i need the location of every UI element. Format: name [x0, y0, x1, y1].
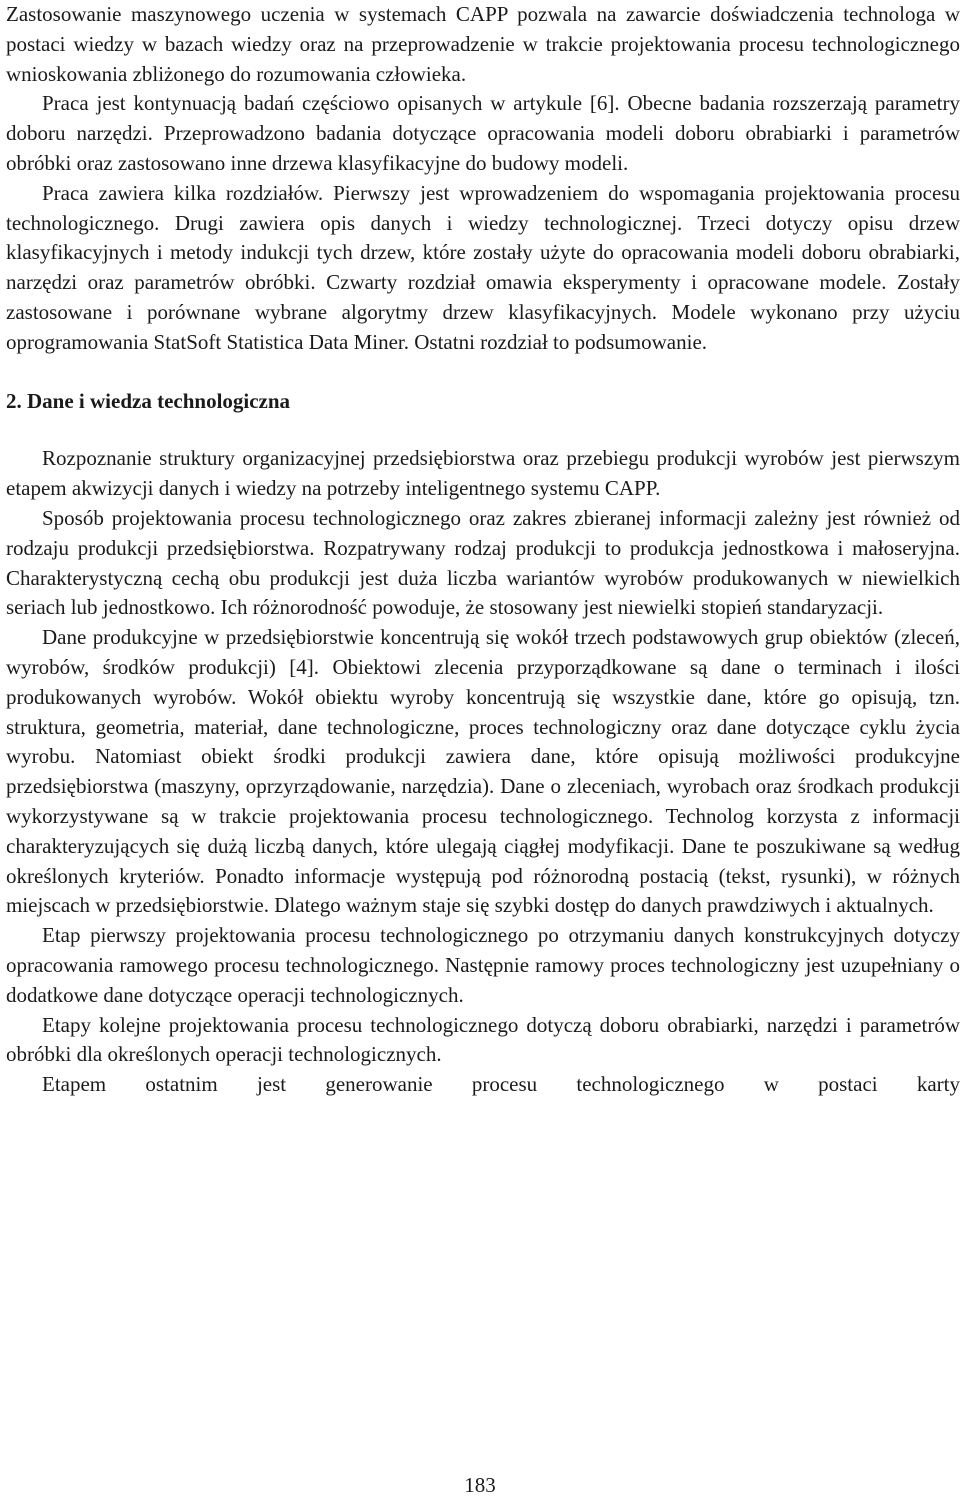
intro-paragraph: Praca zawiera kilka rozdziałów. Pierwszy jest wprowadzeniem do wspomagania projektowania procesu technologicznego. Drugi zawiera opis danych i wiedzy technologicznej. Trzeci dotyczy opisu drzew klasyfikacyjnych i metody indukcji tych drzew, które zostały użyte do opracowania modeli doboru obrabiarki, narzędzi oraz parametrów obróbki. Czwarty rozdział omawia eksperymenty i opracowane modele. Zostały zastosowane i porównane wybrane algorytmy drzew klasyfikacyjnych. Modele wykonano przy użyciu oprogramowania StatSoft Statistica Data Miner. Ostatni rozdział to podsumowanie.: [6, 180, 960, 354]
document-page: [6, 0, 960, 1100]
section-paragraph: Rozpoznanie struktury organizacyjnej przedsiębiorstwa oraz przebiegu produkcji wyrobów jest pierwszym etapem akwizycji danych i wiedzy na potrzeby inteligentnego systemu CAPP.: [6, 446, 960, 501]
section-paragraph: Etapem ostatnim jest generowanie procesu technologicznego w postaci karty: [42, 1072, 960, 1097]
section-paragraph: Sposób projektowania procesu technologicznego oraz zakres zbieranej informacji zależny jest również od rodzaju produkcji przedsiębiorstwa. Rozpatrywany rodzaj produkcji to produkcja jednostkowa i małoseryjna. Charakterystyczną cechą obu produkcji jest duża liczba wariantów wyrobów produkowanych w niewielkich seriach lub jednostkowo. Ich różnorodność powoduje, że stosowany jest niewielki stopień standaryzacji.: [6, 505, 960, 620]
intro-paragraph: Zastosowanie maszynowego uczenia w systemach CAPP pozwala na zawarcie doświadczenia technologa w postaci wiedzy w bazach wiedzy oraz na przeprowadzenie w trakcie projektowania procesu technologicznego wnioskowania zbliżonego do rozumowania człowieka.: [6, 2, 960, 86]
spacer: [6, 358, 960, 387]
section-heading: 2. Dane i wiedza technologiczna: [6, 388, 291, 413]
page-number: 183: [464, 1473, 496, 1497]
spacer: [6, 416, 960, 444]
section-paragraph: Etap pierwszy projektowania procesu technologicznego po otrzymaniu danych konstrukcyjnych dotyczy opracowania ramowego procesu technologicznego. Następnie ramowy proces technologiczny jest uzupełniany o dodatkowe dane dotyczące operacji technologicznych.: [6, 923, 960, 1007]
section-paragraph: Dane produkcyjne w przedsiębiorstwie koncentrują się wokół trzech podstawowych grup obiektów (zleceń, wyrobów, środków produkcji) [4]. Obiektowi zlecenia przyporządkowane są dane o terminach i ilości produkowanych wyrobów. Wokół obiektu wyroby koncentrują się wszystkie dane, które go opisują, tzn. struktura, geometria, materiał, dane technologiczne, proces technologiczny oraz dane dotyczące cyklu życia wyrobu. Natomiast obiekt środki produkcji zawiera dane, które opisują możliwości produkcyjne przedsiębiorstwa (maszyny, oprzyrządowanie, narzędzia). Dane o zleceniach, wyrobach oraz środkach produkcji wykorzystywane są w trakcie projektowania procesu technologicznego. Technolog korzysta z informacji charakteryzujących się dużą liczbą danych, które ulegają ciągłej modyfikacji. Dane te poszukiwane są według określonych kryteriów. Ponadto informacje występują pod różnorodną postacią (tekst, rysunki), w różnych miejscach w przedsiębiorstwie. Dlatego ważnym staje się szybki dostęp do danych prawdziwych i aktualnych.: [6, 625, 960, 918]
section-paragraph: Etapy kolejne projektowania procesu technologicznego dotyczą doboru obrabiarki, narzędzi i parametrów obróbki dla określonych operacji technologicznych.: [6, 1012, 960, 1067]
intro-paragraph: Praca jest kontynuacją badań częściowo opisanych w artykule [6]. Obecne badania rozszerzają parametry doboru narzędzi. Przeprowadzono badania dotyczące opracowania modeli doboru obrabiarki i parametrów obróbki oraz zastosowano inne drzewa klasyfikacyjne do budowy modeli.: [6, 91, 960, 175]
